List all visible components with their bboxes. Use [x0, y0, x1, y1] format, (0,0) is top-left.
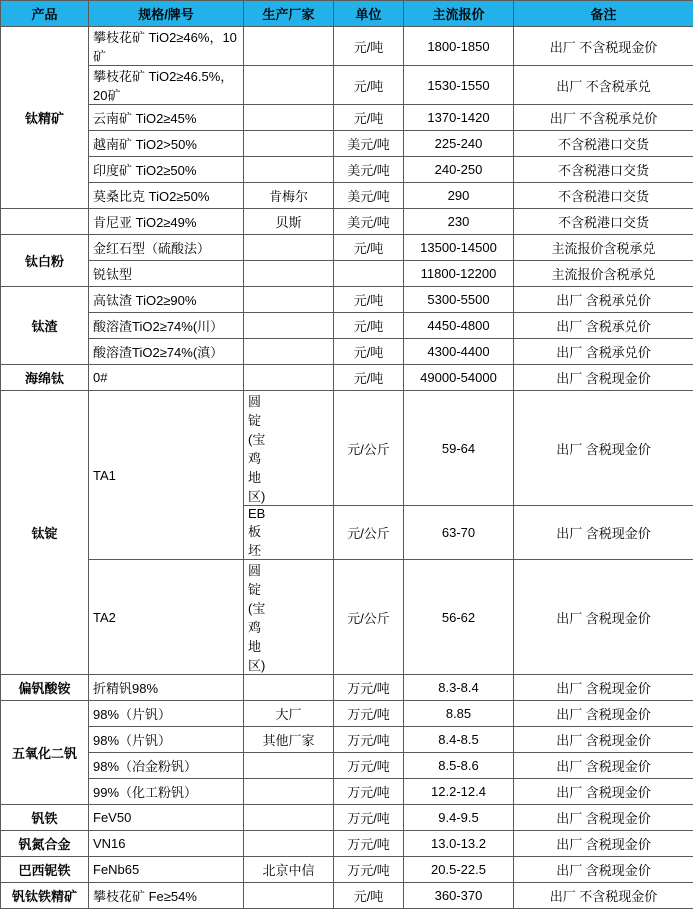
table-row [1, 779, 693, 805]
cell-factory: 其他厂家 [244, 727, 334, 753]
cell-price: 4300-4400 [404, 339, 514, 365]
table-row [1, 701, 693, 727]
cell-note: 不含税港口交货 [514, 209, 693, 235]
table-row [1, 857, 693, 883]
table-body [1, 27, 693, 909]
cell-factory [244, 779, 334, 805]
cell-spec: VN16 [89, 831, 244, 857]
table-row [1, 261, 693, 287]
cell-note: 不含税港口交货 [514, 183, 693, 209]
cell-note: 出厂 含税现金价 [514, 391, 693, 506]
cell-factory [244, 157, 334, 183]
table-row [1, 753, 693, 779]
cell-price: 230 [404, 209, 514, 235]
header-spec: 规格/牌号 [89, 1, 244, 27]
header-price: 主流报价 [404, 1, 514, 27]
cell-product: 钛渣 [1, 287, 89, 365]
cell-spec: 金红石型（硫酸法） [89, 235, 244, 261]
cell-price: 59-64 [404, 391, 514, 506]
header-factory: 生产厂家 [244, 1, 334, 27]
table-row [1, 105, 693, 131]
cell-unit: 万元/吨 [334, 727, 404, 753]
cell-product: 钒氮合金 [1, 831, 89, 857]
cell-price: 13.0-13.2 [404, 831, 514, 857]
cell-factory: 贝斯 [244, 209, 334, 235]
cell-unit: 美元/吨 [334, 183, 404, 209]
cell-spec: 酸溶渣TiO2≥74%(川） [89, 313, 244, 339]
cell-spec: 攀枝花矿 Fe≥54% [89, 883, 244, 909]
cell-price: 8.3-8.4 [404, 675, 514, 701]
cell-price: 1530-1550 [404, 66, 514, 105]
cell-product [1, 209, 89, 235]
cell-unit: 元/公斤 [334, 506, 404, 560]
cell-factory [244, 235, 334, 261]
cell-unit: 万元/吨 [334, 701, 404, 727]
cell-product: 钛锭 [1, 391, 89, 675]
cell-factory [244, 287, 334, 313]
cell-unit: 元/吨 [334, 883, 404, 909]
cell-unit [334, 261, 404, 287]
table-row [1, 313, 693, 339]
cell-price: 20.5-22.5 [404, 857, 514, 883]
table-row [1, 883, 693, 909]
cell-unit: 元/吨 [334, 105, 404, 131]
cell-note: 出厂 含税现金价 [514, 675, 693, 701]
cell-price: 11800-12200 [404, 261, 514, 287]
cell-unit: 万元/吨 [334, 779, 404, 805]
cell-factory [244, 753, 334, 779]
cell-unit: 元/吨 [334, 287, 404, 313]
cell-spec: FeV50 [89, 805, 244, 831]
header-product: 产品 [1, 1, 89, 27]
table-row [1, 339, 693, 365]
cell-price: 56-62 [404, 560, 514, 675]
cell-factory [244, 131, 334, 157]
cell-factory [244, 883, 334, 909]
table-row [1, 675, 693, 701]
cell-spec: 98%（冶金粉钒） [89, 753, 244, 779]
table-row: EB板坯 元/公斤 63-70 出厂 含税现金价 [1, 506, 693, 560]
cell-price: 63-70 [404, 506, 514, 560]
cell-spec: 98%（片钒） [89, 701, 244, 727]
table-row [1, 157, 693, 183]
cell-unit: 万元/吨 [334, 753, 404, 779]
header-row [1, 1, 693, 27]
cell-note: 出厂 含税现金价 [514, 727, 693, 753]
table-row [1, 805, 693, 831]
cell-price: 360-370 [404, 883, 514, 909]
table-row [1, 235, 693, 261]
cell-note: 出厂 含税现金价 [514, 365, 693, 391]
cell-note: 出厂 含税承兑价 [514, 339, 693, 365]
table-header [1, 1, 693, 27]
cell-unit: 万元/吨 [334, 675, 404, 701]
cell-unit: 美元/吨 [334, 131, 404, 157]
cell-unit: 元/吨 [334, 66, 404, 105]
cell-price: 290 [404, 183, 514, 209]
cell-spec-grade: TA2 [89, 560, 244, 675]
cell-spec: 0# [89, 365, 244, 391]
cell-spec: 肯尼亚 TiO2≥49% [89, 209, 244, 235]
cell-product: 巴西铌铁 [1, 857, 89, 883]
cell-spec: 攀枝花矿 TiO2≥46%，10矿 [89, 27, 244, 66]
cell-spec: 云南矿 TiO2≥45% [89, 105, 244, 131]
cell-price: 49000-54000 [404, 365, 514, 391]
cell-factory [244, 313, 334, 339]
cell-note: 出厂 含税现金价 [514, 560, 693, 675]
cell-spec: 印度矿 TiO2≥50% [89, 157, 244, 183]
header-note: 备注 [514, 1, 693, 27]
cell-product: 钛白粉 [1, 235, 89, 287]
cell-spec: 锐钛型 [89, 261, 244, 287]
cell-price: 13500-14500 [404, 235, 514, 261]
cell-unit: 美元/吨 [334, 157, 404, 183]
table-row [1, 365, 693, 391]
cell-unit: 万元/吨 [334, 805, 404, 831]
cell-unit: 元/吨 [334, 235, 404, 261]
cell-price: 1800-1850 [404, 27, 514, 66]
cell-factory: 北京中信 [244, 857, 334, 883]
cell-price: 240-250 [404, 157, 514, 183]
cell-note: 主流报价含税承兑 [514, 261, 693, 287]
cell-note: 出厂 含税现金价 [514, 779, 693, 805]
cell-note: 出厂 含税现金价 [514, 831, 693, 857]
cell-price: 12.2-12.4 [404, 779, 514, 805]
cell-factory [244, 365, 334, 391]
table-row [1, 287, 693, 313]
cell-note: 出厂 不含税承兑价 [514, 105, 693, 131]
cell-unit: 元/吨 [334, 313, 404, 339]
cell-factory [244, 261, 334, 287]
cell-price: 8.5-8.6 [404, 753, 514, 779]
cell-price: 4450-4800 [404, 313, 514, 339]
cell-price: 9.4-9.5 [404, 805, 514, 831]
cell-product: 海绵钛 [1, 365, 89, 391]
table-row [1, 209, 693, 235]
cell-note: 不含税港口交货 [514, 131, 693, 157]
cell-note: 出厂 不含税现金价 [514, 27, 693, 66]
cell-product: 偏钒酸铵 [1, 675, 89, 701]
cell-unit: 元/公斤 [334, 391, 404, 506]
cell-factory: 大厂 [244, 701, 334, 727]
cell-factory [244, 831, 334, 857]
cell-factory [244, 675, 334, 701]
cell-note: 出厂 不含税现金价 [514, 883, 693, 909]
table-row [1, 131, 693, 157]
cell-product: 钒钛铁精矿 [1, 883, 89, 909]
cell-product: 钛精矿 [1, 27, 89, 209]
cell-spec: 攀枝花矿 TiO2≥46.5%，20矿 [89, 66, 244, 105]
cell-note: 出厂 含税现金价 [514, 857, 693, 883]
cell-unit: 万元/吨 [334, 857, 404, 883]
cell-price: 8.4-8.5 [404, 727, 514, 753]
cell-unit: 元/吨 [334, 365, 404, 391]
cell-factory [244, 105, 334, 131]
cell-price: 5300-5500 [404, 287, 514, 313]
cell-unit: 元/吨 [334, 339, 404, 365]
cell-note: 出厂 含税承兑价 [514, 287, 693, 313]
cell-note: 出厂 含税承兑价 [514, 313, 693, 339]
table-row: TA2 圆锭(宝鸡地区) 元/公斤 56-62 出厂 含税现金价 [1, 560, 693, 675]
cell-spec: 折精钒98% [89, 675, 244, 701]
cell-spec: 98%（片钒） [89, 727, 244, 753]
cell-note: 出厂 含税现金价 [514, 701, 693, 727]
cell-spec: 酸溶渣TiO2≥74%(滇） [89, 339, 244, 365]
table-row [1, 66, 693, 105]
cell-note: 主流报价含税承兑 [514, 235, 693, 261]
cell-spec: 越南矿 TiO2>50% [89, 131, 244, 157]
cell-unit: 万元/吨 [334, 831, 404, 857]
cell-price: 1370-1420 [404, 105, 514, 131]
cell-unit: 元/公斤 [334, 560, 404, 675]
cell-spec: FeNb65 [89, 857, 244, 883]
cell-note: 出厂 不含税承兑 [514, 66, 693, 105]
table-row [1, 727, 693, 753]
table-row [1, 27, 693, 66]
cell-price: 225-240 [404, 131, 514, 157]
table-row [1, 831, 693, 857]
cell-product: 钒铁 [1, 805, 89, 831]
cell-factory [244, 805, 334, 831]
cell-factory [244, 66, 334, 105]
cell-factory [244, 339, 334, 365]
cell-price: 8.85 [404, 701, 514, 727]
cell-product: 五氧化二钒 [1, 701, 89, 805]
cell-spec: 莫桑比克 TiO2≥50% [89, 183, 244, 209]
cell-factory: 肯梅尔 [244, 183, 334, 209]
cell-note: 出厂 含税现金价 [514, 506, 693, 560]
cell-factory [244, 27, 334, 66]
cell-unit: 元/吨 [334, 27, 404, 66]
cell-spec: 高钛渣 TiO2≥90% [89, 287, 244, 313]
table-row: 钛锭 TA1 圆锭(宝鸡地区) 元/公斤 59-64 出厂 含税现金价 [1, 391, 693, 506]
table-row [1, 183, 693, 209]
cell-spec: 99%（化工粉钒） [89, 779, 244, 805]
cell-note: 出厂 含税现金价 [514, 805, 693, 831]
cell-note: 出厂 含税现金价 [514, 753, 693, 779]
cell-spec-grade: TA1 [89, 391, 244, 560]
cell-unit: 美元/吨 [334, 209, 404, 235]
header-unit: 单位 [334, 1, 404, 27]
cell-note: 不含税港口交货 [514, 157, 693, 183]
